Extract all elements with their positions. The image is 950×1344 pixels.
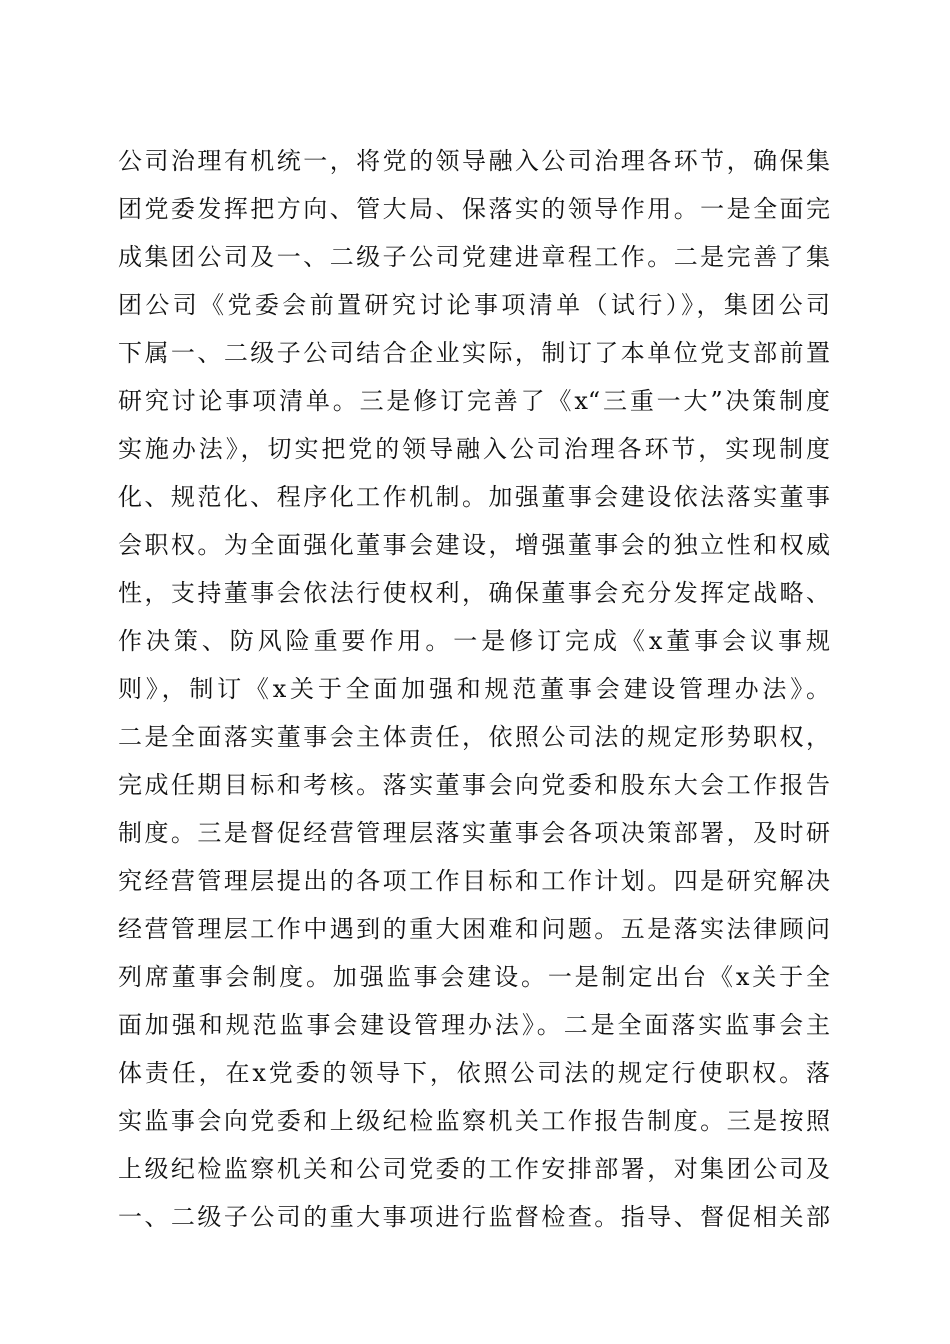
text-line: 一、二级子公司的重大事项进行监督检查。指导、督促相关部: [118, 1203, 830, 1231]
text-line: 经营管理层工作中遇到的重大困难和问题。五是落实法律顾问: [118, 915, 830, 943]
text-line: 上级纪检监察机关和公司党委的工作安排部署，对集团公司及: [118, 1155, 830, 1183]
text-line: 二是全面落实董事会主体责任，依照公司法的规定形势职权，: [118, 723, 830, 751]
text-line: 体责任，在x党委的领导下，依照公司法的规定行使职权。落: [118, 1059, 830, 1087]
text-line: 完成任期目标和考核。落实董事会向党委和股东大会工作报告: [118, 771, 830, 799]
text-line: 面加强和规范监事会建设管理办法》。二是全面落实监事会主: [118, 1011, 830, 1039]
text-line: 会职权。为全面强化董事会建设，增强董事会的独立性和权威: [118, 531, 830, 559]
text-line: 研究讨论事项清单。三是修订完善了《x“三重一大”决策制度: [118, 387, 830, 415]
text-line: 性，支持董事会依法行使权利，确保董事会充分发挥定战略、: [118, 579, 830, 607]
text-line: 下属一、二级子公司结合企业实际，制订了本单位党支部前置: [118, 339, 830, 367]
text-line: 实施办法》，切实把党的领导融入公司治理各环节，实现制度: [118, 435, 830, 463]
text-line: 化、规范化、程序化工作机制。加强董事会建设依法落实董事: [118, 483, 830, 511]
text-line: 究经营管理层提出的各项工作目标和工作计划。四是研究解决: [118, 867, 830, 895]
text-line: 作决策、防风险重要作用。一是修订完成《x董事会议事规: [118, 627, 830, 655]
text-line: 制度。三是督促经营管理层落实董事会各项决策部署，及时研: [118, 819, 830, 847]
text-line: 团党委发挥把方向、管大局、保落实的领导作用。一是全面完: [118, 195, 830, 223]
text-line: 团公司《党委会前置研究讨论事项清单（试行）》，集团公司: [118, 291, 830, 319]
text-line: 列席董事会制度。加强监事会建设。一是制定出台《x关于全: [118, 963, 830, 991]
text-line: 公司治理有机统一，将党的领导融入公司治理各环节，确保集: [118, 147, 830, 175]
text-line: 实监事会向党委和上级纪检监察机关工作报告制度。三是按照: [118, 1107, 830, 1135]
text-line: 成集团公司及一、二级子公司党建进章程工作。二是完善了集: [118, 243, 830, 271]
text-line: 则》，制订《x关于全面加强和规范董事会建设管理办法》。: [118, 675, 830, 703]
body-paragraph: [118, 137, 830, 1241]
